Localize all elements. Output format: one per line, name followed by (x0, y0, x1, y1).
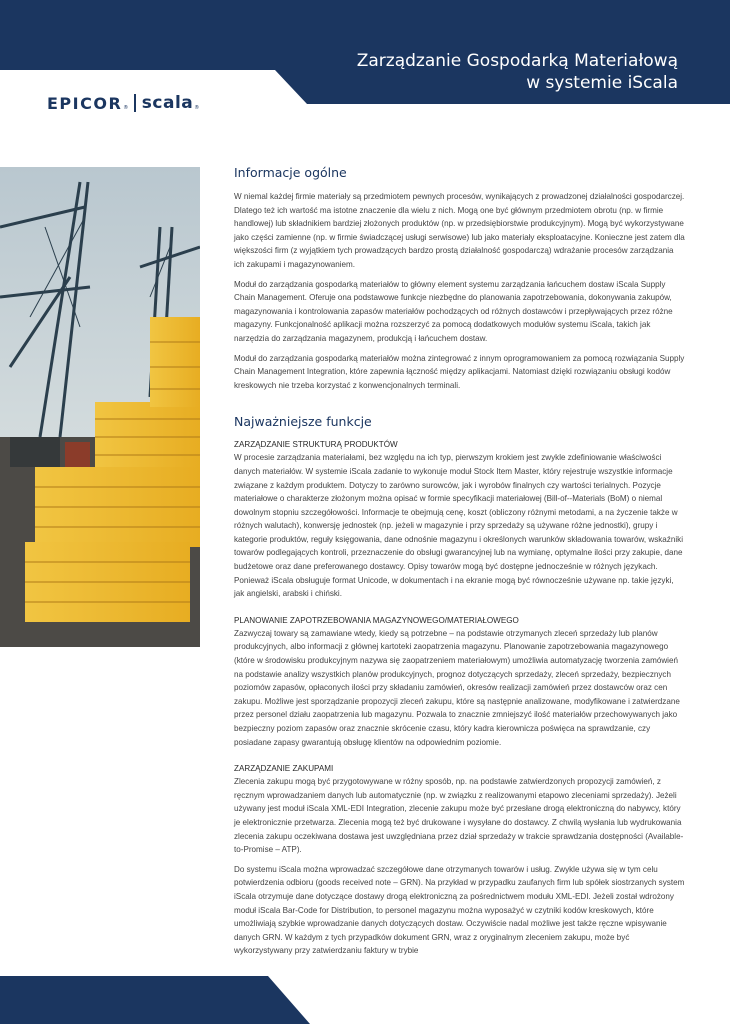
overview-paragraph: W niemal każdej firmie materiały są przedmiotem pewnych procesów, wynikających z prowadzonej działalności gospodarczej. Dlatego też ich wartość ma istotne znaczenie dla wielu z nich. Mogą one być głównym przedmiotem obrotu (np. w firmie handlowej) lub składnikiem bardziej złożonych produktów (np. w przedsiębiorstwie produkcyjnym). Mogą być wykorzystywane jako części zamienne (np. w firmie świadczącej usługi serwisowe) lub jako materiały eksploatacyjne. Konieczne jest zatem dla większości firm (z wyjątkiem tych prowadzących bardzo prostą działalność gospodarczą) wdrażanie procesów zarządzania ich zakupami i magazynowaniem. (234, 192, 685, 269)
title-line-1: Zarządzanie Gospodarką Materiałową (356, 51, 678, 71)
feature-paragraph: Zlecenia zakupu mogą być przygotowywane w różny sposób, np. na podstawie zatwierdzonych propozycji zamówień, z ręcznym wprowadzaniem danych lub automatycznie (np. w związku z realizowanymi etapowo zleceniami sprzedaży). Jeżeli używany jest moduł iScala XML-EDI Integration, zlecenie zakupu może być przesłane drogą elektroniczną do nabywcy, który je elektronicznie przetwarza. Zlecenia mogą też być drukowane i wysyłane do dostawcy. Z chwilą wysłania lub wydrukowania zlecenia zakupu oczekiwana dostawa jest uwzględniana przez dział sprzedaży w trakcie sprawdzania dostępności (Available-to-Promise – ATP). (234, 777, 684, 855)
feature-title-purchasing: ZARZĄDZANIE ZAKUPAMI (234, 764, 334, 774)
feature-title-product-structure: ZARZĄDZANIE STRUKTURĄ PRODUKTÓW (234, 440, 398, 450)
section-heading-overview: Informacje ogólne (234, 165, 347, 180)
feature-title-demand-planning: PLANOWANIE ZAPOTRZEBOWANIA MAGAZYNOWEGO/MATERIAŁOWEGO (234, 615, 519, 625)
footer-band (0, 970, 730, 1024)
logo-separator (134, 94, 136, 112)
page-title (357, 50, 678, 94)
epicor-scala-logo (47, 92, 199, 114)
main-content (234, 165, 686, 964)
logo-registered-mark: ® (123, 105, 129, 111)
overview-paragraph: Moduł do zarządzania gospodarką materiałów to główny element systemu zarządzania łańcuchem dostaw iScala Supply Chain Management. Oferuje ona podstawowe funkcje niezbędne do planowania zapotrzebowania, dokonywania zakupów, magazynowania i kontrolowania zapasów materiałów pochodzących od różnych dostawców i przepływających przez różne magazyny. Funkcjonalność aplikacji można rozszerzyć za pomocą dodatkowych modułów systemu iScala, takich jak narzędzia do zarządzania magazynem, produkcją i łańcuchem dostaw. (234, 279, 673, 343)
warehouse-crane-lumber-photo (0, 167, 200, 647)
feature-paragraph: Zazwyczaj towary są zamawiane wtedy, kiedy są potrzebne – na podstawie otrzymanych zleceń sprzedaży lub planów produkcyjnych, albo informacji z głównej kartoteki zaopatrzenia magazynu. Planowanie zapotrzebowania magazynowego (które w środowisku produkcyjnym nazywa się zaopatrzeniem materiałowym) umożliwia automatyzację tworzenia zamówień na podstawie analizy wszystkich planów produkcyjnych, prognoz dotyczących sprzedaży, zleceń sprzedaży, bezpiecznych poziomów zapasów, opłaconych ilości przy składaniu zamówień, okresów realizacji zamówień przez dostawców oraz cen zakupu. Możliwe jest sporządzanie propozycji zleceń zakupu, które są następnie analizowane, modyfikowane i zatwierdzane przez personel działu zaopatrzenia lub magazynu. Pozwala to znacznie zmniejszyć ilość materiałów przechowywanych jako bezpieczny poziom zapasów oraz znacznie skrócenie czasu, który kadra kierownicza poświęca na sprawdzanie, czy posiadane zapasy gwarantują obsługę klientów na odpowiednim poziomie. (234, 628, 680, 747)
logo-scala: scala (141, 93, 194, 113)
feature-paragraph: W procesie zarządzania materiałami, bez względu na ich typ, pierwszym krokiem jest zwykle zdefiniowanie właściwości danych materiałów. W systemie iScala zadanie to wykonuje moduł Stock Item Master, który rejestruje wszystkie informacje związane z każdym produktem. Dotyczy to zarówno surowców, jak i wyrobów finalnych czy wartości terialnych. Pozycje materiałowe o charakterze złożonym można opisać w formie specyfikacji materiałowej (Bill-of--Materials (BoM) o niemal dowolnym stopniu szczegółowości. Informacje te obejmują cenę, koszt (obliczony różnymi metodami, a na życzenie także w różnych walutach), konwersję jednostek (np. jeżeli w magazynie i przy sprzedaży są używane różne jednostki), grupy i kategorie produktów, reguły księgowania, dane odnośnie magazynu i określonych warunków składowania towarów, wskaźniki towarów podlegających kontroli, przeznaczenie do obsługi gwarancyjnej lub na wymianę, optymalne ilości przy zakupie, dane budżetowe oraz dane preferowanego dostawcy. Opisy towarów mogą być dostępne jednocześnie w różnych językach. Ponieważ iScala obsługuje format Unicode, w dokumentach i na ekranie mogą być równocześnie używane np. takie języki, jak angielski, arabski i chiński. (234, 453, 684, 599)
section-heading-features: Najważniejsze funkcje (234, 414, 372, 430)
logo-registered-mark-2: ® (194, 105, 200, 111)
overview-paragraph: Moduł do zarządzania gospodarką materiałów można zintegrować z innym oprogramowaniem za pomocą rozwiązania Supply Chain Management Integration, które zapewnia łączność między aplikacjami. Natomiast dzięki rozwiązaniu obsługi kodów kreskowych nie trzeba korzystać z konwencjonalnych terminali. (234, 353, 685, 390)
logo-epicor: EPICOR (47, 93, 123, 113)
feature-paragraph: Do systemu iScala można wprowadzać szczegółowe dane otrzymanych towarów i usług. Zwykle używa się w tym celu potwierdzenia odbioru (goods received note – GRN). Na przykład w przypadku zaufanych firm lub spółek siostrzanych system iScala otrzymuje dane dotyczące dostawy drogą elektroniczną za pośrednictwem modułu XML-EDI. Jeżeli został wdrożony moduł iScala Bar-Code for Distribution, to personel magazynu można wyposażyć w czytniki kodów kreskowych, które umożliwiają szybkie wprowadzanie danych dotyczących dostaw. Oczywiście nadal możliwe jest także ręczne wpisywanie danych GRN. W każdym z tych przypadków dokument GRN, wraz z oryginalnym zleceniem zakupu, może być wykorzystywany przy zatwierdzaniu faktury w trybie (234, 864, 685, 956)
title-line-2: w systemie iScala (526, 73, 678, 93)
